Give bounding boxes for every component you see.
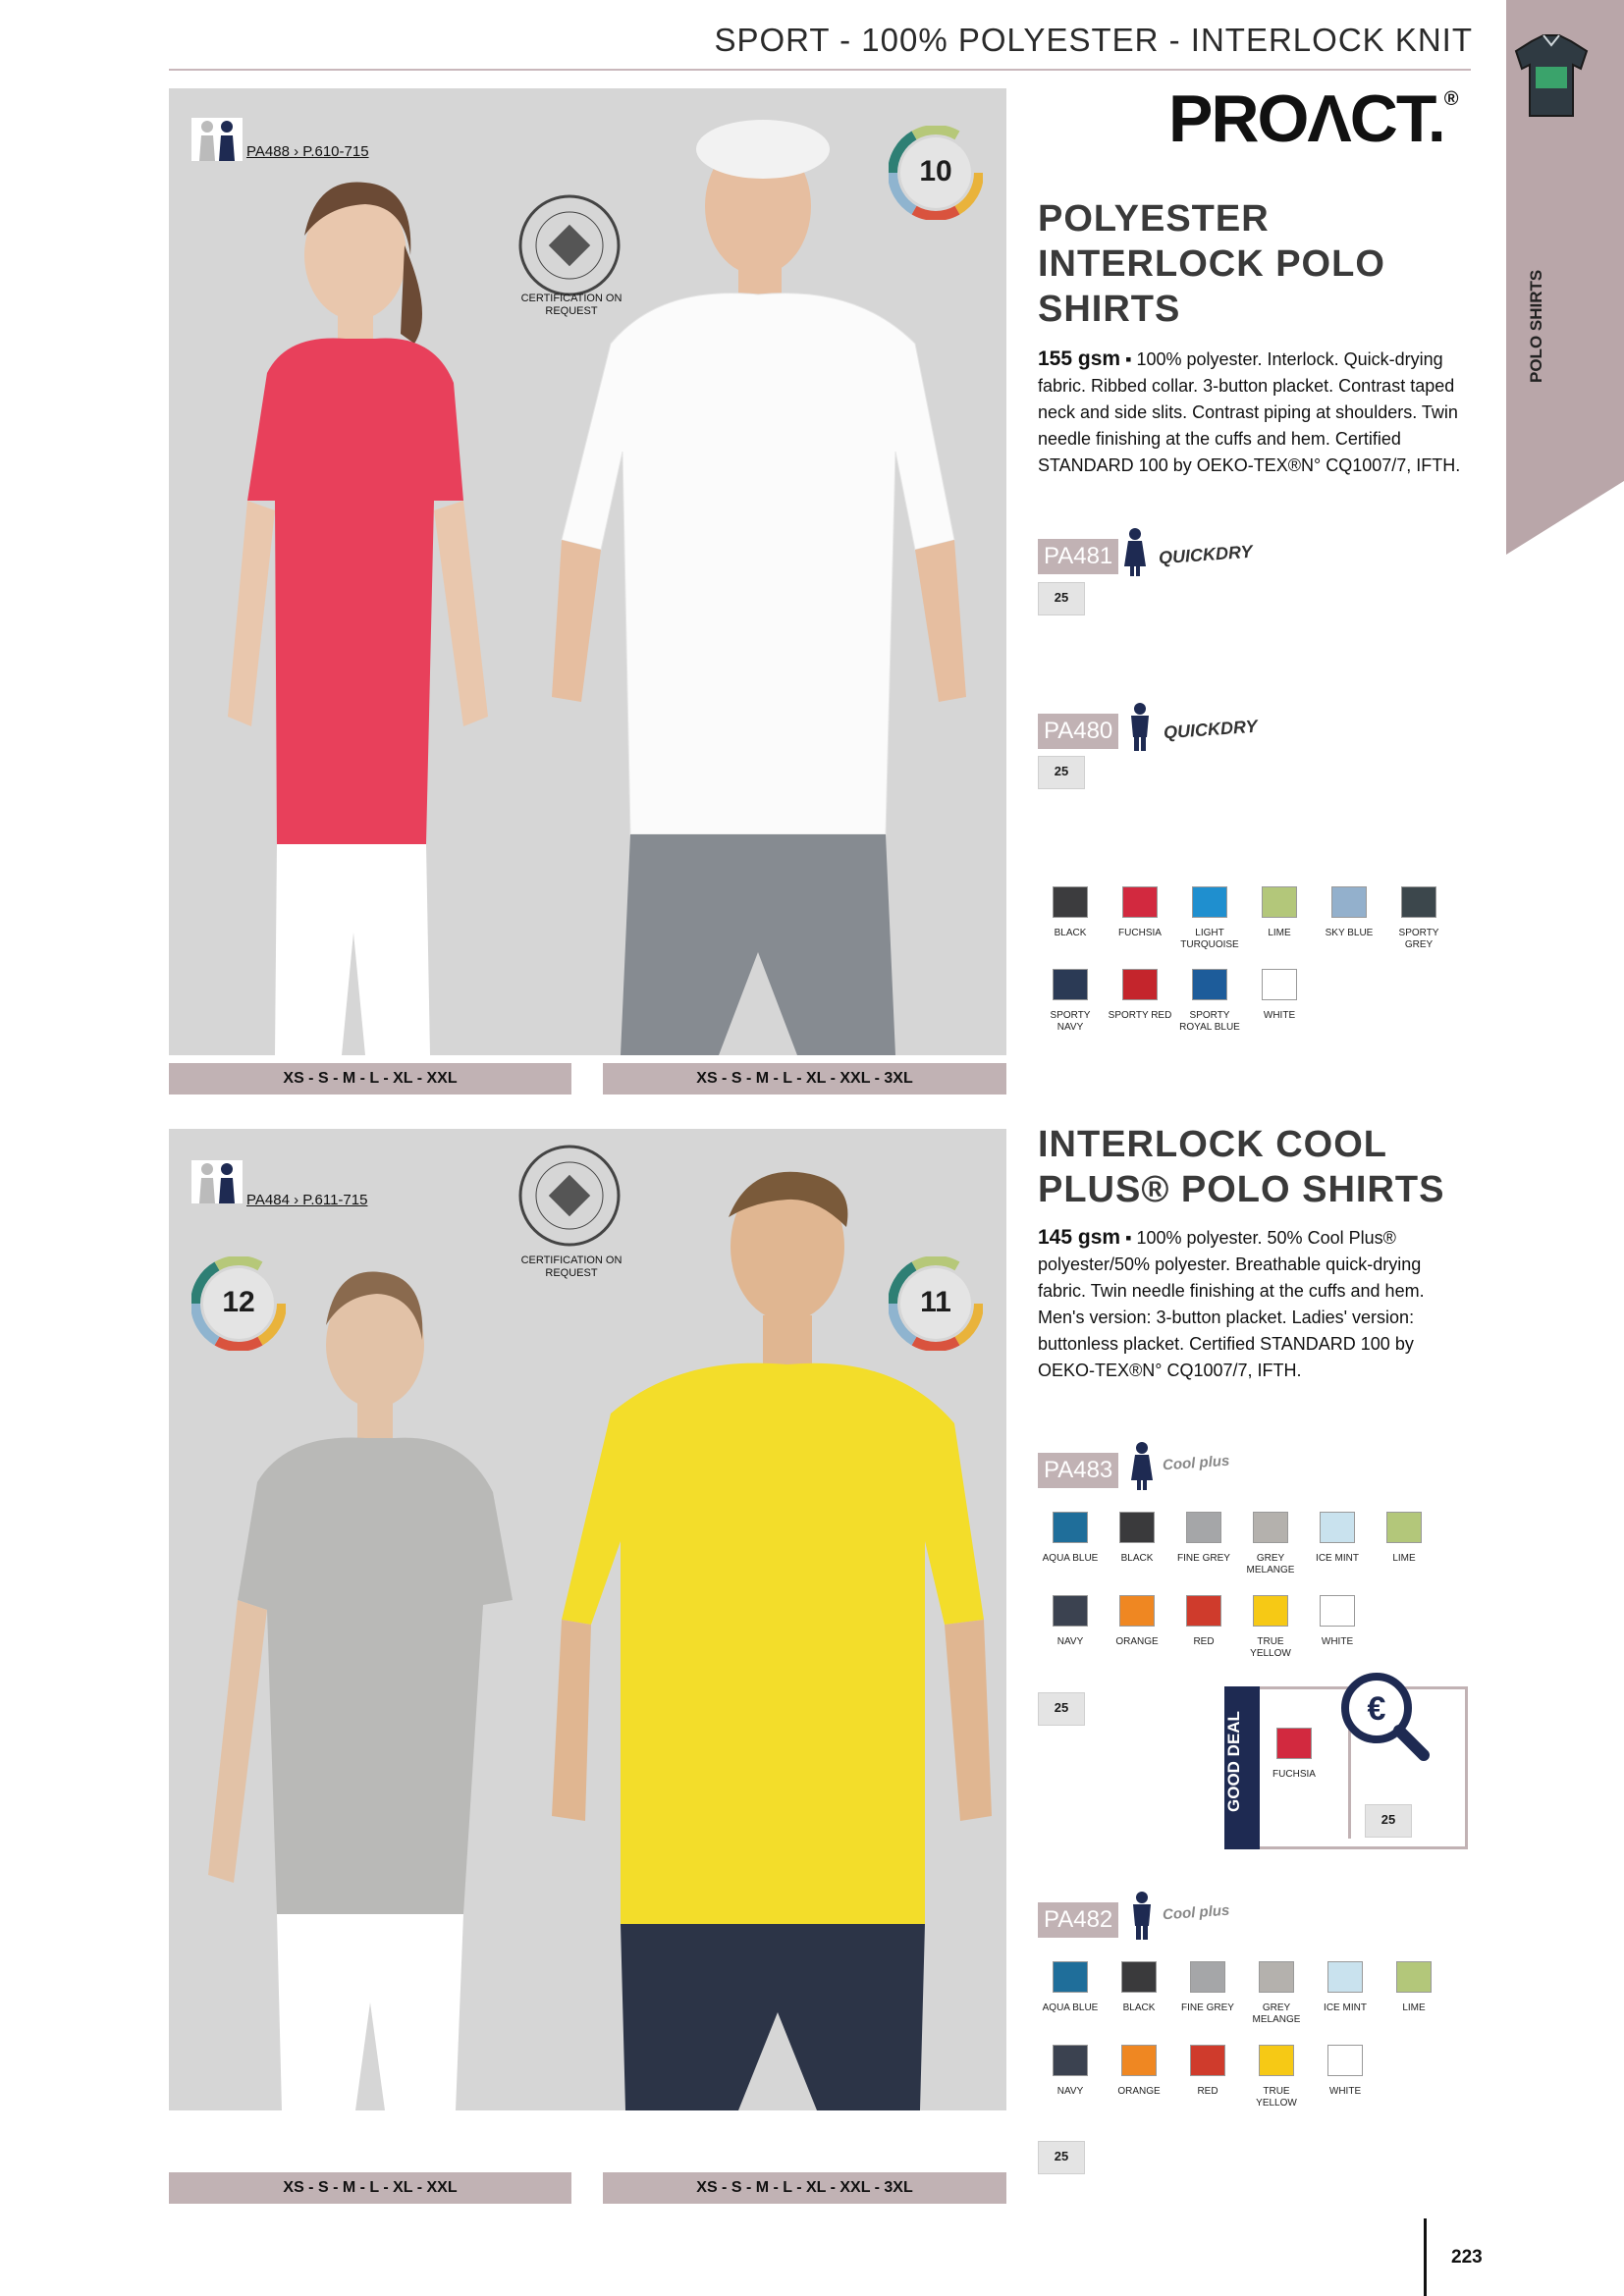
colors-count-number: 12 xyxy=(222,1286,255,1318)
section2-title: INTERLOCK COOL PLUS® POLO SHIRTS xyxy=(1038,1124,1445,1210)
color-swatch-label: ICE MINT xyxy=(1316,1553,1359,1564)
colors-count-number: 10 xyxy=(919,155,952,187)
confidence-textile-badge xyxy=(515,191,623,304)
color-swatch-label: AQUA BLUE xyxy=(1042,1553,1099,1564)
color-swatch-label: SPORTY ROYAL BLUE xyxy=(1179,1010,1240,1033)
cool-plus-label: Cool plus xyxy=(1162,1452,1230,1474)
color-swatch-label: NAVY xyxy=(1056,1636,1084,1647)
page-number: 223 xyxy=(1451,2247,1483,2268)
men-icon xyxy=(1129,702,1151,751)
certification-note: CERTIFICATION ON REQUEST xyxy=(520,293,623,317)
sizes-men: XS - S - M - L - XL - XXL - 3XL xyxy=(603,1063,1006,1095)
sizes-men: XS - S - M - L - XL - XXL - 3XL xyxy=(603,2172,1006,2204)
colors-count-badge-men xyxy=(889,1256,983,1356)
model-silhouette-icon xyxy=(191,118,243,166)
pack-icon: 25 xyxy=(1038,756,1085,789)
color-swatch[interactable] xyxy=(1190,1961,1225,1993)
color-swatch-label: WHITE xyxy=(1263,1010,1296,1021)
color-swatch-label: LIGHT TURQUOISE xyxy=(1180,928,1239,950)
colors-count-number: 11 xyxy=(920,1286,951,1318)
color-swatch[interactable] xyxy=(1320,1595,1355,1627)
quickdry-label: QUICKDRY xyxy=(1163,716,1259,743)
color-swatch[interactable] xyxy=(1119,1595,1155,1627)
color-swatch-label: ICE MINT xyxy=(1324,2002,1367,2013)
color-swatch[interactable] xyxy=(1331,886,1367,918)
pack-icon: 25 xyxy=(1365,1804,1412,1838)
product-ref-pa483[interactable]: PA483 xyxy=(1038,1453,1118,1488)
color-swatch-label: BLACK xyxy=(1054,928,1087,938)
women-icon xyxy=(1124,527,1146,576)
color-swatch-label: RED xyxy=(1197,2086,1218,2097)
section1-title: POLYESTER INTERLOCK POLO SHIRTS xyxy=(1038,198,1385,330)
related-product-link[interactable]: PA488 › P.610-715 xyxy=(246,143,369,160)
color-swatch[interactable] xyxy=(1190,2045,1225,2076)
color-swatch-label: ORANGE xyxy=(1115,1636,1159,1647)
color-swatch[interactable] xyxy=(1259,2045,1294,2076)
color-swatch[interactable] xyxy=(1053,1512,1088,1543)
model-silhouette-icon xyxy=(191,1160,243,1208)
color-swatch-label: LIME xyxy=(1392,1553,1416,1564)
color-swatch-label: TRUE YELLOW xyxy=(1256,2086,1297,2109)
color-swatch-label: WHITE xyxy=(1328,2086,1362,2097)
color-swatch-label: GREY MELANGE xyxy=(1246,1553,1295,1575)
color-swatch[interactable] xyxy=(1327,1961,1363,1993)
color-swatch-label: SPORTY RED xyxy=(1108,1010,1172,1021)
section1-description: 155 gsm ▪ 100% polyester. Interlock. Quick-drying fabric. Ribbed collar. 3-button placket. Contrast taped neck and side slits. Contrast piping at shoulders. Twin needle finishing at the cuffs and hem. Certified STANDARD 100 by OEKO-TEX®N° CQ1007/7, IFTH. xyxy=(1038,347,1461,475)
confidence-textile-badge xyxy=(515,1142,623,1255)
women-icon xyxy=(1131,1441,1153,1490)
color-swatch-label: SPORTY GREY xyxy=(1398,928,1439,950)
color-swatch[interactable] xyxy=(1262,886,1297,918)
good-deal-color-name: FUCHSIA xyxy=(1272,1769,1316,1780)
color-swatch-label: GREY MELANGE xyxy=(1252,2002,1301,2025)
men-icon xyxy=(1131,1891,1153,1940)
colors-count-badge-women xyxy=(191,1256,286,1356)
color-swatch[interactable] xyxy=(1262,969,1297,1000)
product-ref-pa481[interactable]: PA481 xyxy=(1038,539,1118,574)
color-swatch[interactable] xyxy=(1122,886,1158,918)
color-swatch-label: LIME xyxy=(1402,2002,1426,2013)
color-swatch-label: BLACK xyxy=(1120,1553,1154,1564)
euro-magnifier-icon xyxy=(1337,1669,1432,1763)
color-swatch-label: BLACK xyxy=(1122,2002,1156,2013)
pack-icon: 25 xyxy=(1038,2141,1085,2174)
color-swatch[interactable] xyxy=(1119,1512,1155,1543)
color-swatch-label: SKY BLUE xyxy=(1325,928,1374,938)
side-tab-label: POLO SHIRTS xyxy=(1527,269,1545,383)
header-divider xyxy=(169,69,1471,71)
sizes-women: XS - S - M - L - XL - XXL xyxy=(169,1063,571,1095)
brand-logo: PROΛCT.® xyxy=(1168,81,1457,156)
color-swatch[interactable] xyxy=(1396,1961,1432,1993)
good-deal-swatch xyxy=(1276,1728,1312,1759)
color-swatch-label: WHITE xyxy=(1321,1636,1354,1647)
color-swatch[interactable] xyxy=(1327,2045,1363,2076)
color-swatch[interactable] xyxy=(1053,1961,1088,1993)
product-ref-pa482[interactable]: PA482 xyxy=(1038,1902,1118,1938)
page-number-divider xyxy=(1424,2218,1427,2296)
color-swatch[interactable] xyxy=(1121,1961,1157,1993)
color-swatch[interactable] xyxy=(1253,1595,1288,1627)
color-swatch[interactable] xyxy=(1186,1595,1221,1627)
color-swatch[interactable] xyxy=(1259,1961,1294,1993)
color-swatch-label: LIME xyxy=(1268,928,1291,938)
color-swatch-label: FINE GREY xyxy=(1177,1553,1230,1564)
sizes-women: XS - S - M - L - XL - XXL xyxy=(169,2172,571,2204)
color-swatch[interactable] xyxy=(1053,886,1088,918)
color-swatch-label: TRUE YELLOW xyxy=(1250,1636,1291,1659)
color-swatch-label: FINE GREY xyxy=(1181,2002,1234,2013)
color-swatch-label: AQUA BLUE xyxy=(1042,2002,1099,2013)
catalog-shirt-logo-icon xyxy=(1512,29,1591,123)
color-swatch-label: ORANGE xyxy=(1117,2086,1161,2097)
color-swatch-label: SPORTY NAVY xyxy=(1050,1010,1091,1033)
color-swatch[interactable] xyxy=(1401,886,1436,918)
color-swatch-label: FUCHSIA xyxy=(1118,928,1162,938)
color-swatch[interactable] xyxy=(1053,2045,1088,2076)
color-swatch[interactable] xyxy=(1320,1512,1355,1543)
cool-plus-label: Cool plus xyxy=(1162,1901,1230,1924)
color-swatch[interactable] xyxy=(1053,1595,1088,1627)
certification-note: CERTIFICATION ON REQUEST xyxy=(520,1255,623,1279)
color-swatch[interactable] xyxy=(1053,969,1088,1000)
related-product-link[interactable]: PA484 › P.611-715 xyxy=(246,1192,368,1208)
svg-text:€: € xyxy=(1367,1690,1386,1728)
product-ref-pa480[interactable]: PA480 xyxy=(1038,714,1118,749)
color-swatch[interactable] xyxy=(1192,969,1227,1000)
good-deal-label: GOOD DEAL xyxy=(1224,1711,1243,1812)
colors-count-badge xyxy=(889,126,983,225)
color-swatch[interactable] xyxy=(1386,1512,1422,1543)
quickdry-label: QUICKDRY xyxy=(1158,541,1254,568)
color-swatch[interactable] xyxy=(1121,2045,1157,2076)
color-swatch-label: RED xyxy=(1193,1636,1215,1647)
pack-icon: 25 xyxy=(1038,1692,1085,1726)
color-swatch[interactable] xyxy=(1192,886,1227,918)
section2-description: 145 gsm ▪ 100% polyester. 50% Cool Plus® polyester/50% polyester. Breathable quick-drying fabric. Twin needle finishing at the cuffs and hem. Men's version: 3-button placket. Ladies' version: buttonless placket. Certified STANDARD 100 by OEKO-TEX®N° CQ1007/7, IFTH. xyxy=(1038,1226,1425,1380)
color-swatch[interactable] xyxy=(1253,1512,1288,1543)
page-header-title: SPORT - 100% POLYESTER - INTERLOCK KNIT xyxy=(714,22,1473,58)
color-swatch[interactable] xyxy=(1186,1512,1221,1543)
pack-icon: 25 xyxy=(1038,582,1085,615)
color-swatch-label: NAVY xyxy=(1056,2086,1084,2097)
color-swatch[interactable] xyxy=(1122,969,1158,1000)
